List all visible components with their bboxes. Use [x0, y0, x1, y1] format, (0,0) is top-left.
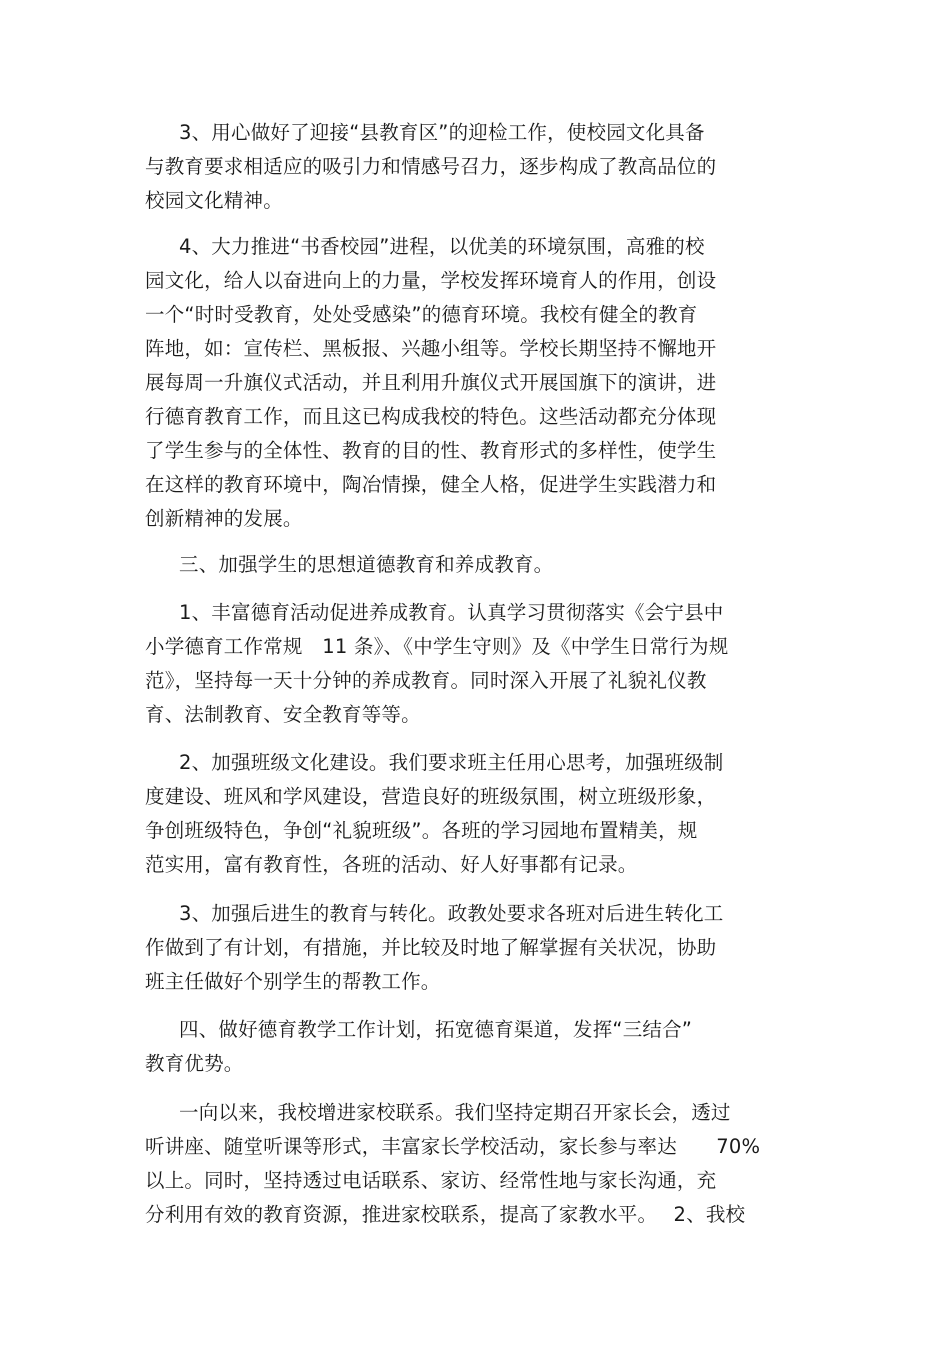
- paragraph-underachievers: [145, 897, 825, 999]
- text-line: 校园文化精神。: [145, 189, 283, 212]
- text-line: 在这样的教育环境中，陶冶情操，健全人格，促进学生实践潜力和: [145, 473, 717, 496]
- text-line: 阵地，如：宣传栏、黑板报、兴趣小组等。学校长期坚持不懈地开: [145, 337, 717, 360]
- text-line: 4、大力推进“书香校园”进程，以优美的环境氛围，高雅的校: [179, 235, 705, 258]
- text-line: 育、法制教育、安全教育等等。: [145, 703, 421, 726]
- text-line: 了学生参与的全体性、教育的目的性、教育形式的多样性，使学生: [145, 439, 717, 462]
- text-line: 3、加强后进生的教育与转化。政教处要求各班对后进生转化工: [179, 902, 724, 925]
- paragraph-home-school: [145, 1096, 825, 1232]
- text-line: 四、做好德育教学工作计划，拓宽德育渠道，发挥“三结合”: [179, 1018, 693, 1041]
- text-line: 展每周一升旗仪式活动，并且利用升旗仪式开展国旗下的演讲，进: [145, 371, 717, 394]
- text-line: 园文化，给人以奋进向上的力量，学校发挥环境育人的作用，创设: [145, 269, 717, 292]
- text-line: 3、用心做好了迎接“县教育区”的迎检工作，使校园文化具备: [179, 121, 705, 144]
- text-line: 分利用有效的教育资源，推进家校联系，提高了家教水平。 2、我校: [145, 1203, 746, 1226]
- text-line: 范实用，富有教育性，各班的活动、好人好事都有记录。: [145, 853, 638, 876]
- text-line: 2、加强班级文化建设。我们要求班主任用心思考，加强班级制: [179, 751, 724, 774]
- text-line: 行德育教育工作，而且这已构成我校的特色。这些活动都充分体现: [145, 405, 717, 428]
- text-line: 听讲座、随堂听课等形式，丰富家长学校活动，家长参与率达 70%: [145, 1135, 761, 1158]
- text-line: 小学德育工作常规 11 条》、《中学生守则》及《中学生日常行为规: [145, 635, 729, 658]
- text-line: 以上。同时，坚持透过电话联系、家访、经常性地与家长沟通，充: [145, 1169, 717, 1192]
- text-line: 与教育要求相适应的吸引力和情感号召力，逐步构成了教高品位的: [145, 155, 717, 178]
- text-line: 争创班级特色，争创“礼貌班级”。各班的学习园地布置精美，规: [145, 819, 698, 842]
- text-line: 班主任做好个别学生的帮教工作。: [145, 970, 441, 993]
- text-line: 一个“时时受教育，处处受感染”的德育环境。我校有健全的教育: [145, 303, 698, 326]
- paragraph-scholarly-campus: [145, 230, 825, 536]
- paragraph-moral-activities: [145, 596, 825, 732]
- text-line: 作做到了有计划，有措施，并比较及时地了解掌握有关状况，协助: [145, 936, 717, 959]
- text-line: 教育优势。: [145, 1052, 244, 1075]
- text-line: 范》，坚持每一天十分钟的养成教育。同时深入开展了礼貌礼仪教: [145, 669, 707, 692]
- paragraph-campus-inspection: [145, 116, 825, 218]
- text-line: 创新精神的发展。: [145, 507, 303, 530]
- text-line: 度建设、班风和学风建设，营造良好的班级氛围，树立班级形象，: [145, 785, 717, 808]
- paragraph-class-culture: [145, 746, 825, 882]
- text-line: 一向以来，我校增进家校联系。我们坚持定期召开家长会，透过: [179, 1101, 731, 1124]
- section-heading-three: [145, 548, 825, 582]
- text-line: 1、丰富德育活动促进养成教育。认真学习贯彻落实《会宁县中: [179, 601, 724, 624]
- text-line: 三、加强学生的思想道德教育和养成教育。: [179, 553, 554, 576]
- section-heading-four: [145, 1013, 825, 1081]
